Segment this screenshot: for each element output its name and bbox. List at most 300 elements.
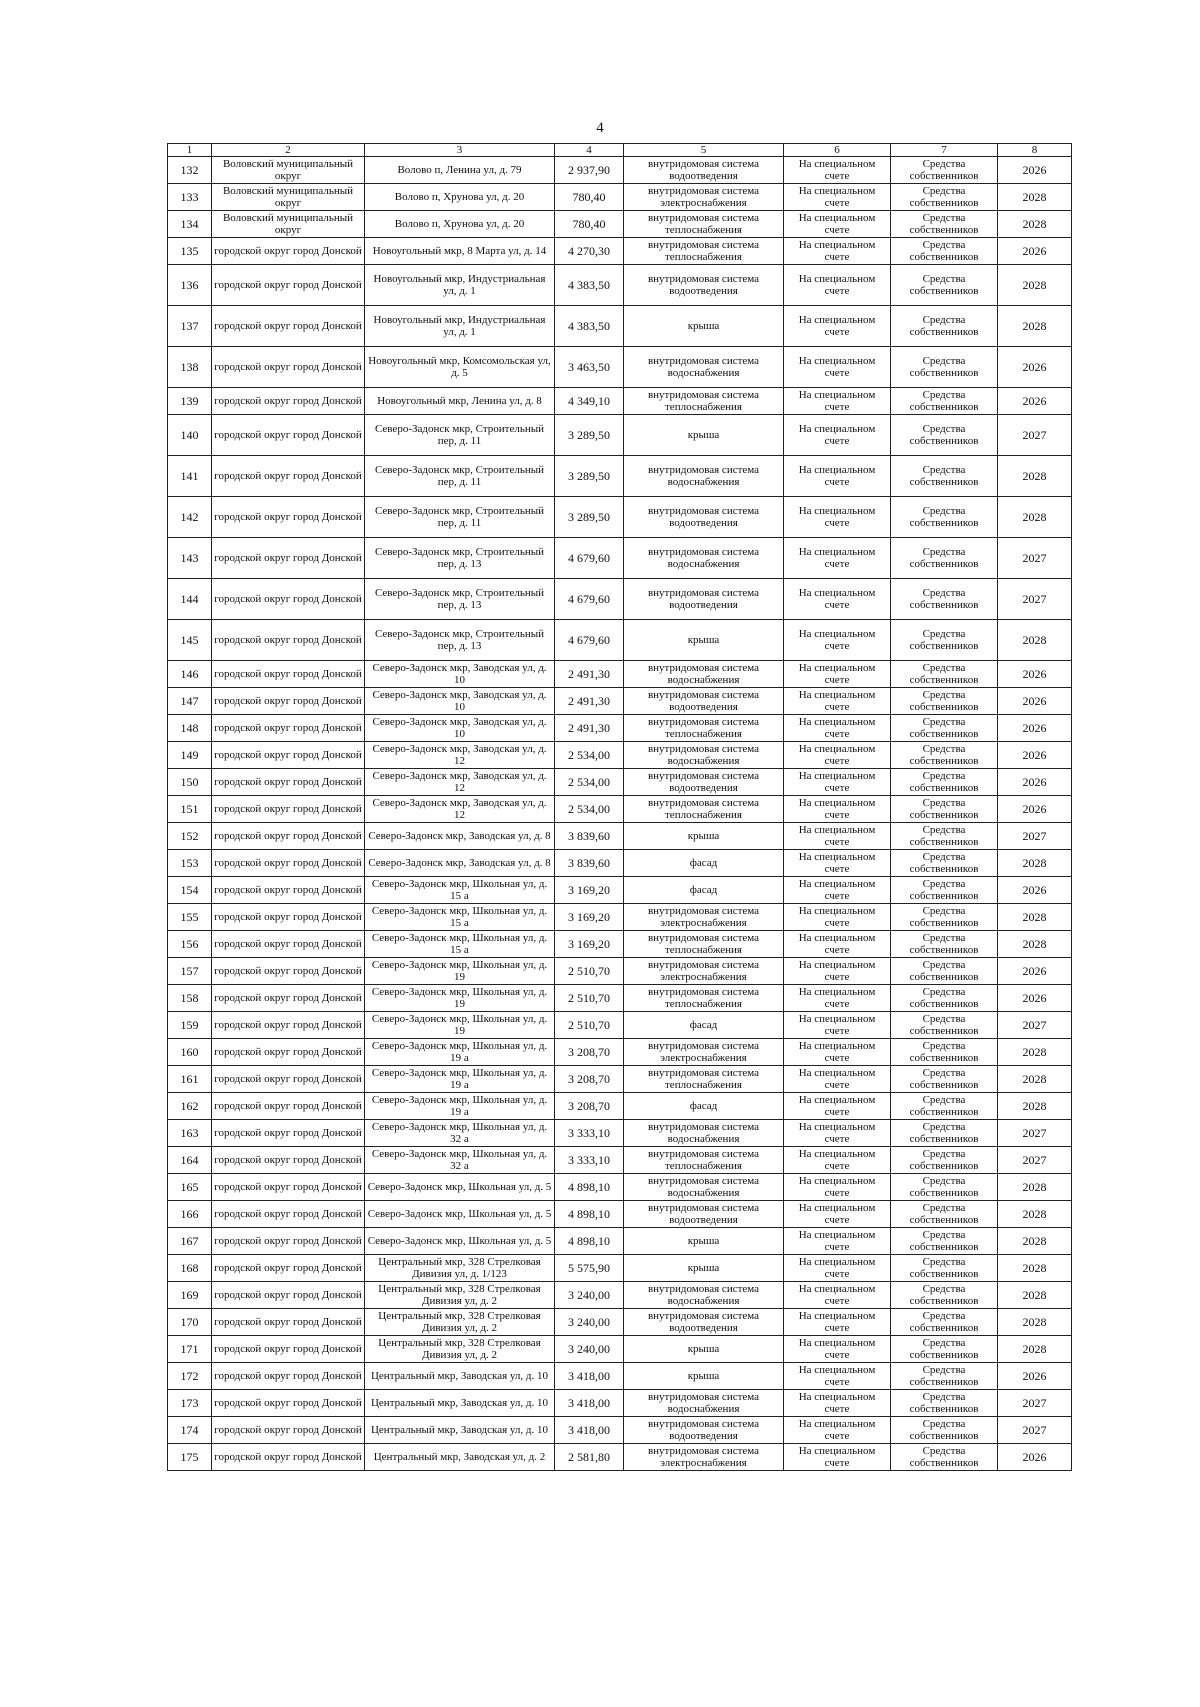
table-row	[168, 688, 1072, 715]
year-cell: 2027	[998, 1390, 1072, 1417]
year-cell: 2026	[998, 958, 1072, 985]
area-cell: 4 383,50	[555, 265, 624, 306]
municipality-cell: городской округ город Донской	[212, 1093, 365, 1120]
funding-source-cell: Средства собственников	[891, 265, 998, 306]
table-row	[168, 184, 1072, 211]
funding-source-cell: Средства собственников	[891, 579, 998, 620]
funding-source-cell: Средства собственников	[891, 742, 998, 769]
work-type-cell: внутридомовая система водоотведения	[624, 769, 784, 796]
table-row	[168, 1309, 1072, 1336]
work-type-cell: внутридомовая система электроснабжения	[624, 1444, 784, 1471]
row-number-cell: 145	[168, 620, 212, 661]
account-cell: На специальном счете	[784, 904, 891, 931]
year-cell: 2028	[998, 931, 1072, 958]
row-number-cell: 170	[168, 1309, 212, 1336]
work-type-cell: внутридомовая система водоснабжения	[624, 456, 784, 497]
year-cell: 2027	[998, 1120, 1072, 1147]
area-cell: 3 240,00	[555, 1282, 624, 1309]
row-number-cell: 134	[168, 211, 212, 238]
funding-source-cell: Средства собственников	[891, 1390, 998, 1417]
table-row	[168, 904, 1072, 931]
account-cell: На специальном счете	[784, 688, 891, 715]
funding-source-cell: Средства собственников	[891, 157, 998, 184]
funding-source-cell: Средства собственников	[891, 1417, 998, 1444]
table-row	[168, 1147, 1072, 1174]
account-cell: На специальном счете	[784, 1039, 891, 1066]
row-number-cell: 149	[168, 742, 212, 769]
work-type-cell: внутридомовая система электроснабжения	[624, 958, 784, 985]
work-type-cell: крыша	[624, 415, 784, 456]
table-row	[168, 1039, 1072, 1066]
area-cell: 2 534,00	[555, 796, 624, 823]
account-cell: На специальном счете	[784, 388, 891, 415]
table-row	[168, 769, 1072, 796]
area-cell: 3 333,10	[555, 1120, 624, 1147]
area-cell: 3 289,50	[555, 415, 624, 456]
area-cell: 3 463,50	[555, 347, 624, 388]
municipality-cell: городской округ город Донской	[212, 769, 365, 796]
year-cell: 2028	[998, 265, 1072, 306]
funding-source-cell: Средства собственников	[891, 415, 998, 456]
year-cell: 2028	[998, 1282, 1072, 1309]
row-number-cell: 156	[168, 931, 212, 958]
area-cell: 780,40	[555, 211, 624, 238]
area-cell: 4 383,50	[555, 306, 624, 347]
row-number-cell: 148	[168, 715, 212, 742]
year-cell: 2028	[998, 211, 1072, 238]
municipality-cell: городской округ город Донской	[212, 1336, 365, 1363]
account-cell: На специальном счете	[784, 769, 891, 796]
account-cell: На специальном счете	[784, 1120, 891, 1147]
funding-source-cell: Средства собственников	[891, 1309, 998, 1336]
year-cell: 2026	[998, 796, 1072, 823]
municipality-cell: городской округ город Донской	[212, 415, 365, 456]
municipality-cell: городской округ город Донской	[212, 1228, 365, 1255]
row-number-cell: 132	[168, 157, 212, 184]
work-type-cell: внутридомовая система теплоснабжения	[624, 211, 784, 238]
area-cell: 3 169,20	[555, 931, 624, 958]
municipality-cell: городской округ город Донской	[212, 1201, 365, 1228]
area-cell: 4 679,60	[555, 538, 624, 579]
column-number-cell: 4	[555, 144, 624, 157]
account-cell: На специальном счете	[784, 1363, 891, 1390]
address-cell: Северо-Задонск мкр, Строительный пер, д. 11	[365, 415, 555, 456]
funding-source-cell: Средства собственников	[891, 184, 998, 211]
municipality-cell: Воловский муниципальный округ	[212, 184, 365, 211]
funding-source-cell: Средства собственников	[891, 877, 998, 904]
account-cell: На специальном счете	[784, 620, 891, 661]
work-type-cell: внутридомовая система теплоснабжения	[624, 1147, 784, 1174]
account-cell: На специальном счете	[784, 1336, 891, 1363]
table-row	[168, 1444, 1072, 1471]
account-cell: На специальном счете	[784, 347, 891, 388]
capital-repair-table	[167, 143, 1072, 1471]
table-row	[168, 1417, 1072, 1444]
area-cell: 2 491,30	[555, 715, 624, 742]
account-cell: На специальном счете	[784, 1282, 891, 1309]
work-type-cell: внутридомовая система теплоснабжения	[624, 796, 784, 823]
table-row	[168, 958, 1072, 985]
table-row	[168, 1012, 1072, 1039]
address-cell: Северо-Задонск мкр, Школьная ул, д. 32 а	[365, 1147, 555, 1174]
address-cell: Северо-Задонск мкр, Школьная ул, д. 19	[365, 958, 555, 985]
municipality-cell: городской округ город Донской	[212, 497, 365, 538]
table-row	[168, 850, 1072, 877]
work-type-cell: внутридомовая система водоотведения	[624, 579, 784, 620]
municipality-cell: городской округ город Донской	[212, 1255, 365, 1282]
year-cell: 2028	[998, 1039, 1072, 1066]
area-cell: 3 839,60	[555, 850, 624, 877]
municipality-cell: городской округ город Донской	[212, 742, 365, 769]
municipality-cell: городской округ город Донской	[212, 1309, 365, 1336]
table-row	[168, 211, 1072, 238]
municipality-cell: городской округ город Донской	[212, 877, 365, 904]
address-cell: Центральный мкр, Заводская ул, д. 2	[365, 1444, 555, 1471]
address-cell: Северо-Задонск мкр, Строительный пер, д. 11	[365, 497, 555, 538]
year-cell: 2028	[998, 1174, 1072, 1201]
funding-source-cell: Средства собственников	[891, 1201, 998, 1228]
work-type-cell: внутридомовая система водоснабжения	[624, 661, 784, 688]
address-cell: Волово п, Ленина ул, д. 79	[365, 157, 555, 184]
municipality-cell: городской округ город Донской	[212, 904, 365, 931]
table-row	[168, 1390, 1072, 1417]
account-cell: На специальном счете	[784, 184, 891, 211]
funding-source-cell: Средства собственников	[891, 1174, 998, 1201]
year-cell: 2027	[998, 415, 1072, 456]
municipality-cell: городской округ город Донской	[212, 265, 365, 306]
municipality-cell: городской округ город Донской	[212, 1120, 365, 1147]
area-cell: 4 270,30	[555, 238, 624, 265]
work-type-cell: внутридомовая система электроснабжения	[624, 1039, 784, 1066]
account-cell: На специальном счете	[784, 796, 891, 823]
work-type-cell: крыша	[624, 1363, 784, 1390]
work-type-cell: крыша	[624, 1228, 784, 1255]
account-cell: На специальном счете	[784, 415, 891, 456]
row-number-cell: 138	[168, 347, 212, 388]
work-type-cell: внутридомовая система водоснабжения	[624, 538, 784, 579]
municipality-cell: Воловский муниципальный округ	[212, 211, 365, 238]
row-number-cell: 151	[168, 796, 212, 823]
municipality-cell: городской округ город Донской	[212, 347, 365, 388]
area-cell: 3 839,60	[555, 823, 624, 850]
row-number-cell: 146	[168, 661, 212, 688]
year-cell: 2028	[998, 1255, 1072, 1282]
row-number-cell: 161	[168, 1066, 212, 1093]
row-number-cell: 169	[168, 1282, 212, 1309]
work-type-cell: внутридомовая система теплоснабжения	[624, 931, 784, 958]
address-cell: Волово п, Хрунова ул, д. 20	[365, 211, 555, 238]
row-number-cell: 159	[168, 1012, 212, 1039]
account-cell: На специальном счете	[784, 265, 891, 306]
work-type-cell: внутридомовая система водоотведения	[624, 497, 784, 538]
account-cell: На специальном счете	[784, 661, 891, 688]
municipality-cell: городской округ город Донской	[212, 985, 365, 1012]
table-row	[168, 456, 1072, 497]
work-type-cell: внутридомовая система теплоснабжения	[624, 985, 784, 1012]
funding-source-cell: Средства собственников	[891, 211, 998, 238]
table-row	[168, 620, 1072, 661]
year-cell: 2028	[998, 497, 1072, 538]
address-cell: Новоугольный мкр, Комсомольская ул, д. 5	[365, 347, 555, 388]
funding-source-cell: Средства собственников	[891, 715, 998, 742]
table-row	[168, 1174, 1072, 1201]
municipality-cell: городской округ город Донской	[212, 1417, 365, 1444]
address-cell: Северо-Задонск мкр, Заводская ул, д. 10	[365, 715, 555, 742]
row-number-cell: 157	[168, 958, 212, 985]
area-cell: 780,40	[555, 184, 624, 211]
area-cell: 3 240,00	[555, 1336, 624, 1363]
table-row	[168, 497, 1072, 538]
work-type-cell: внутридомовая система водоотведения	[624, 265, 784, 306]
year-cell: 2026	[998, 688, 1072, 715]
work-type-cell: внутридомовая система электроснабжения	[624, 184, 784, 211]
row-number-cell: 174	[168, 1417, 212, 1444]
account-cell: На специальном счете	[784, 238, 891, 265]
year-cell: 2026	[998, 157, 1072, 184]
address-cell: Северо-Задонск мкр, Заводская ул, д. 12	[365, 796, 555, 823]
account-cell: На специальном счете	[784, 1255, 891, 1282]
municipality-cell: городской округ город Донской	[212, 715, 365, 742]
area-cell: 4 679,60	[555, 579, 624, 620]
account-cell: На специальном счете	[784, 877, 891, 904]
work-type-cell: фасад	[624, 1093, 784, 1120]
funding-source-cell: Средства собственников	[891, 497, 998, 538]
table-row	[168, 931, 1072, 958]
year-cell: 2028	[998, 1201, 1072, 1228]
work-type-cell: внутридомовая система водоснабжения	[624, 1120, 784, 1147]
year-cell: 2028	[998, 184, 1072, 211]
funding-source-cell: Средства собственников	[891, 538, 998, 579]
area-cell: 4 679,60	[555, 620, 624, 661]
row-number-cell: 158	[168, 985, 212, 1012]
table-row	[168, 415, 1072, 456]
area-cell: 2 534,00	[555, 769, 624, 796]
work-type-cell: внутридомовая система водоотведения	[624, 1309, 784, 1336]
row-number-cell: 172	[168, 1363, 212, 1390]
area-cell: 3 418,00	[555, 1390, 624, 1417]
work-type-cell: крыша	[624, 306, 784, 347]
column-number-cell: 1	[168, 144, 212, 157]
year-cell: 2027	[998, 823, 1072, 850]
row-number-cell: 160	[168, 1039, 212, 1066]
account-cell: На специальном счете	[784, 157, 891, 184]
work-type-cell: внутридомовая система водоснабжения	[624, 1390, 784, 1417]
address-cell: Северо-Задонск мкр, Школьная ул, д. 5	[365, 1174, 555, 1201]
municipality-cell: городской округ город Донской	[212, 796, 365, 823]
work-type-cell: крыша	[624, 1336, 784, 1363]
table-row	[168, 1363, 1072, 1390]
funding-source-cell: Средства собственников	[891, 456, 998, 497]
funding-source-cell: Средства собственников	[891, 620, 998, 661]
year-cell: 2026	[998, 1363, 1072, 1390]
row-number-cell: 166	[168, 1201, 212, 1228]
work-type-cell: крыша	[624, 620, 784, 661]
row-number-cell: 168	[168, 1255, 212, 1282]
row-number-cell: 162	[168, 1093, 212, 1120]
year-cell: 2027	[998, 1147, 1072, 1174]
account-cell: На специальном счете	[784, 958, 891, 985]
work-type-cell: внутридомовая система водоотведения	[624, 688, 784, 715]
account-cell: На специальном счете	[784, 538, 891, 579]
table-row	[168, 985, 1072, 1012]
area-cell: 3 289,50	[555, 497, 624, 538]
funding-source-cell: Средства собственников	[891, 1228, 998, 1255]
funding-source-cell: Средства собственников	[891, 1444, 998, 1471]
municipality-cell: городской округ город Донской	[212, 1282, 365, 1309]
table-header-row	[168, 144, 1072, 157]
area-cell: 2 510,70	[555, 1012, 624, 1039]
work-type-cell: крыша	[624, 823, 784, 850]
area-cell: 4 898,10	[555, 1228, 624, 1255]
year-cell: 2027	[998, 579, 1072, 620]
table-row	[168, 1336, 1072, 1363]
work-type-cell: внутридомовая система водоснабжения	[624, 1282, 784, 1309]
column-number-cell: 5	[624, 144, 784, 157]
account-cell: На специальном счете	[784, 1444, 891, 1471]
table-row	[168, 388, 1072, 415]
area-cell: 2 534,00	[555, 742, 624, 769]
year-cell: 2028	[998, 1066, 1072, 1093]
table-row	[168, 538, 1072, 579]
account-cell: На специальном счете	[784, 579, 891, 620]
table-row	[168, 1120, 1072, 1147]
address-cell: Северо-Задонск мкр, Школьная ул, д. 19	[365, 985, 555, 1012]
table-row	[168, 1066, 1072, 1093]
year-cell: 2027	[998, 1012, 1072, 1039]
row-number-cell: 133	[168, 184, 212, 211]
year-cell: 2026	[998, 1444, 1072, 1471]
account-cell: На специальном счете	[784, 1390, 891, 1417]
year-cell: 2026	[998, 769, 1072, 796]
address-cell: Северо-Задонск мкр, Школьная ул, д. 15 а	[365, 904, 555, 931]
municipality-cell: городской округ город Донской	[212, 306, 365, 347]
address-cell: Центральный мкр, Заводская ул, д. 10	[365, 1390, 555, 1417]
funding-source-cell: Средства собственников	[891, 1120, 998, 1147]
account-cell: На специальном счете	[784, 1228, 891, 1255]
address-cell: Северо-Задонск мкр, Школьная ул, д. 19	[365, 1012, 555, 1039]
account-cell: На специальном счете	[784, 1012, 891, 1039]
year-cell: 2028	[998, 1093, 1072, 1120]
work-type-cell: внутридомовая система теплоснабжения	[624, 388, 784, 415]
row-number-cell: 167	[168, 1228, 212, 1255]
account-cell: На специальном счете	[784, 742, 891, 769]
row-number-cell: 136	[168, 265, 212, 306]
work-type-cell: внутридомовая система водоснабжения	[624, 742, 784, 769]
funding-source-cell: Средства собственников	[891, 931, 998, 958]
work-type-cell: фасад	[624, 877, 784, 904]
address-cell: Северо-Задонск мкр, Школьная ул, д. 15 а	[365, 877, 555, 904]
area-cell: 3 289,50	[555, 456, 624, 497]
row-number-cell: 143	[168, 538, 212, 579]
row-number-cell: 135	[168, 238, 212, 265]
municipality-cell: городской округ город Донской	[212, 931, 365, 958]
address-cell: Центральный мкр, Заводская ул, д. 10	[365, 1363, 555, 1390]
municipality-cell: городской округ город Донской	[212, 1390, 365, 1417]
year-cell: 2028	[998, 306, 1072, 347]
account-cell: На специальном счете	[784, 1201, 891, 1228]
column-number-cell: 6	[784, 144, 891, 157]
table-row	[168, 1201, 1072, 1228]
work-type-cell: внутридомовая система водоотведения	[624, 1417, 784, 1444]
table-row	[168, 661, 1072, 688]
funding-source-cell: Средства собственников	[891, 1066, 998, 1093]
address-cell: Северо-Задонск мкр, Строительный пер, д. 13	[365, 620, 555, 661]
column-number-cell: 2	[212, 144, 365, 157]
address-cell: Центральный мкр, 328 Стрелковая Дивизия ул, д. 2	[365, 1309, 555, 1336]
account-cell: На специальном счете	[784, 985, 891, 1012]
year-cell: 2026	[998, 742, 1072, 769]
account-cell: На специальном счете	[784, 931, 891, 958]
account-cell: На специальном счете	[784, 1309, 891, 1336]
account-cell: На специальном счете	[784, 456, 891, 497]
year-cell: 2028	[998, 1228, 1072, 1255]
year-cell: 2026	[998, 347, 1072, 388]
address-cell: Северо-Задонск мкр, Школьная ул, д. 5	[365, 1228, 555, 1255]
municipality-cell: городской округ город Донской	[212, 850, 365, 877]
address-cell: Северо-Задонск мкр, Строительный пер, д. 11	[365, 456, 555, 497]
page-number: 4	[596, 120, 604, 136]
municipality-cell: городской округ город Донской	[212, 388, 365, 415]
year-cell: 2026	[998, 715, 1072, 742]
funding-source-cell: Средства собственников	[891, 1255, 998, 1282]
funding-source-cell: Средства собственников	[891, 238, 998, 265]
table-row	[168, 823, 1072, 850]
funding-source-cell: Средства собственников	[891, 823, 998, 850]
funding-source-cell: Средства собственников	[891, 1147, 998, 1174]
address-cell: Центральный мкр, Заводская ул, д. 10	[365, 1417, 555, 1444]
year-cell: 2028	[998, 1309, 1072, 1336]
year-cell: 2028	[998, 456, 1072, 497]
area-cell: 4 349,10	[555, 388, 624, 415]
funding-source-cell: Средства собственников	[891, 1093, 998, 1120]
funding-source-cell: Средства собственников	[891, 958, 998, 985]
table-row	[168, 306, 1072, 347]
address-cell: Новоугольный мкр, Индустриальная ул, д. 1	[365, 306, 555, 347]
year-cell: 2026	[998, 661, 1072, 688]
area-cell: 2 510,70	[555, 985, 624, 1012]
row-number-cell: 147	[168, 688, 212, 715]
address-cell: Северо-Задонск мкр, Заводская ул, д. 8	[365, 850, 555, 877]
area-cell: 2 581,80	[555, 1444, 624, 1471]
funding-source-cell: Средства собственников	[891, 1336, 998, 1363]
area-cell: 4 898,10	[555, 1201, 624, 1228]
funding-source-cell: Средства собственников	[891, 796, 998, 823]
municipality-cell: городской округ город Донской	[212, 1066, 365, 1093]
account-cell: На специальном счете	[784, 1417, 891, 1444]
address-cell: Новоугольный мкр, Индустриальная ул, д. 1	[365, 265, 555, 306]
funding-source-cell: Средства собственников	[891, 347, 998, 388]
year-cell: 2028	[998, 1336, 1072, 1363]
year-cell: 2028	[998, 850, 1072, 877]
account-cell: На специальном счете	[784, 306, 891, 347]
year-cell: 2026	[998, 388, 1072, 415]
row-number-cell: 164	[168, 1147, 212, 1174]
municipality-cell: городской округ город Донской	[212, 538, 365, 579]
work-type-cell: фасад	[624, 1012, 784, 1039]
funding-source-cell: Средства собственников	[891, 1282, 998, 1309]
row-number-cell: 155	[168, 904, 212, 931]
table-row	[168, 265, 1072, 306]
municipality-cell: городской округ город Донской	[212, 1147, 365, 1174]
funding-source-cell: Средства собственников	[891, 904, 998, 931]
work-type-cell: внутридомовая система электроснабжения	[624, 904, 784, 931]
municipality-cell: городской округ город Донской	[212, 238, 365, 265]
address-cell: Северо-Задонск мкр, Школьная ул, д. 19 а	[365, 1066, 555, 1093]
funding-source-cell: Средства собственников	[891, 1039, 998, 1066]
funding-source-cell: Средства собственников	[891, 769, 998, 796]
address-cell: Северо-Задонск мкр, Заводская ул, д. 12	[365, 742, 555, 769]
account-cell: На специальном счете	[784, 1093, 891, 1120]
